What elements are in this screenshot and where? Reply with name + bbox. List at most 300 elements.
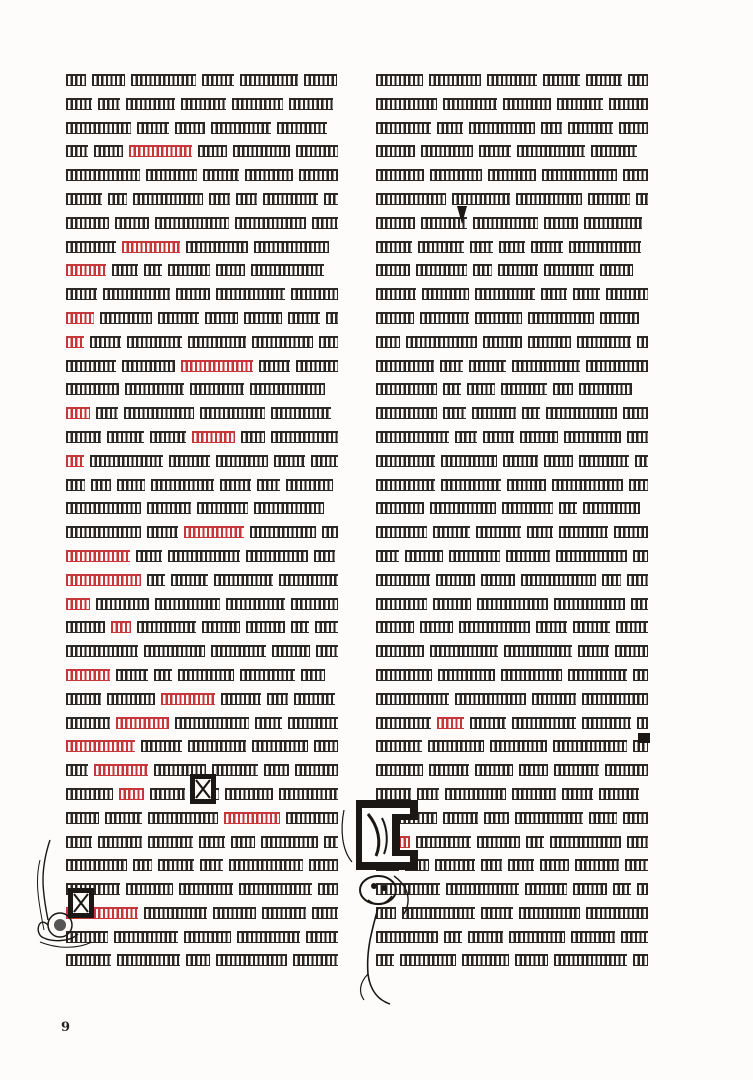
- word: [257, 479, 280, 491]
- word: [586, 907, 648, 919]
- text-line: [66, 66, 338, 90]
- text-line: [66, 280, 338, 304]
- word: [66, 98, 92, 110]
- word: [502, 502, 553, 514]
- word: [90, 455, 163, 467]
- word: [627, 574, 648, 586]
- word: [137, 621, 196, 633]
- rubric-word: [122, 241, 180, 253]
- word: [614, 526, 648, 538]
- text-line: [376, 280, 648, 304]
- word: [376, 455, 435, 467]
- text-line: [376, 613, 648, 637]
- word: [616, 621, 648, 633]
- word: [573, 621, 610, 633]
- word: [94, 145, 123, 157]
- word: [481, 859, 502, 871]
- word: [376, 336, 400, 348]
- word: [203, 169, 239, 181]
- word: [440, 360, 463, 372]
- rubric-word: [184, 526, 244, 538]
- text-line: [376, 375, 648, 399]
- word: [66, 431, 101, 443]
- word: [235, 217, 306, 229]
- text-line: [66, 542, 338, 566]
- word: [312, 217, 338, 229]
- word: [304, 74, 337, 86]
- word: [503, 455, 538, 467]
- word: [133, 859, 152, 871]
- word: [564, 431, 621, 443]
- word: [559, 526, 608, 538]
- text-line: [376, 304, 648, 328]
- word: [569, 241, 641, 253]
- word: [188, 336, 246, 348]
- text-line: [66, 233, 338, 257]
- text-line: [66, 732, 338, 756]
- word: [122, 360, 175, 372]
- word: [131, 74, 196, 86]
- rubric-word: [94, 764, 148, 776]
- word: [376, 645, 424, 657]
- word: [527, 526, 553, 538]
- rubric-word: [66, 574, 141, 586]
- word: [599, 788, 639, 800]
- word: [279, 788, 338, 800]
- word: [126, 98, 175, 110]
- word: [250, 526, 316, 538]
- word: [459, 621, 530, 633]
- word: [178, 669, 234, 681]
- word: [376, 360, 434, 372]
- word: [554, 598, 625, 610]
- word: [146, 169, 197, 181]
- word: [66, 288, 97, 300]
- word: [66, 217, 109, 229]
- word: [168, 550, 240, 562]
- text-line: [66, 399, 338, 423]
- word: [579, 455, 629, 467]
- word: [376, 407, 437, 419]
- word: [154, 669, 172, 681]
- word: [148, 812, 218, 824]
- word: [501, 669, 562, 681]
- word: [628, 74, 648, 86]
- word: [507, 479, 546, 491]
- word: [515, 954, 548, 966]
- text-line: [376, 471, 648, 495]
- word: [615, 645, 648, 657]
- rubric-word: [66, 598, 90, 610]
- word: [512, 788, 556, 800]
- text-line: [66, 185, 338, 209]
- word: [487, 74, 537, 86]
- word: [376, 431, 449, 443]
- word: [553, 383, 573, 395]
- word: [543, 74, 580, 86]
- word: [516, 193, 582, 205]
- word: [213, 907, 256, 919]
- large-ornamented-initial: [338, 790, 430, 1010]
- word: [147, 526, 178, 538]
- word: [314, 740, 338, 752]
- word: [633, 550, 648, 562]
- word: [236, 193, 257, 205]
- word: [376, 217, 415, 229]
- word: [631, 598, 648, 610]
- word: [309, 859, 338, 871]
- word: [144, 645, 205, 657]
- word: [621, 931, 648, 943]
- word: [542, 169, 617, 181]
- word: [528, 312, 594, 324]
- word: [66, 241, 116, 253]
- word: [541, 122, 562, 134]
- word: [629, 479, 648, 491]
- word: [586, 74, 622, 86]
- word: [214, 574, 273, 586]
- word: [531, 241, 563, 253]
- word: [623, 169, 648, 181]
- word: [319, 336, 338, 348]
- rubric-word: [437, 717, 464, 729]
- word: [376, 717, 431, 729]
- word: [155, 598, 220, 610]
- word: [468, 931, 503, 943]
- word: [225, 788, 273, 800]
- word: [528, 336, 571, 348]
- word: [571, 931, 615, 943]
- word: [446, 883, 519, 895]
- word: [211, 122, 271, 134]
- word: [144, 264, 162, 276]
- word: [438, 669, 495, 681]
- text-line: [376, 137, 648, 161]
- text-line: [376, 399, 648, 423]
- word: [239, 883, 312, 895]
- word: [504, 645, 572, 657]
- word: [66, 122, 131, 134]
- word: [600, 312, 639, 324]
- text-line: [66, 161, 338, 185]
- word: [568, 122, 613, 134]
- rubric-word: [66, 264, 106, 276]
- word: [600, 264, 633, 276]
- word: [267, 693, 288, 705]
- word: [107, 693, 155, 705]
- word: [416, 264, 467, 276]
- word: [114, 931, 178, 943]
- word: [252, 740, 308, 752]
- word: [562, 788, 593, 800]
- word: [141, 740, 182, 752]
- word: [254, 241, 329, 253]
- word: [554, 954, 627, 966]
- text-line: [66, 709, 338, 733]
- word: [66, 645, 138, 657]
- word: [469, 122, 535, 134]
- text-line: [66, 566, 338, 590]
- word: [117, 954, 180, 966]
- word: [133, 193, 203, 205]
- word: [376, 502, 424, 514]
- word: [532, 693, 576, 705]
- rubric-word: [66, 550, 130, 562]
- word: [226, 598, 285, 610]
- text-line: [376, 90, 648, 114]
- text-line: [376, 566, 648, 590]
- rubric-word: [66, 407, 90, 419]
- word: [582, 693, 648, 705]
- word: [376, 264, 410, 276]
- word: [169, 455, 210, 467]
- rubric-word: [66, 740, 135, 752]
- rubric-word: [119, 788, 144, 800]
- word: [288, 717, 338, 729]
- word: [579, 383, 632, 395]
- word: [324, 193, 338, 205]
- word: [105, 812, 142, 824]
- word: [544, 264, 594, 276]
- word: [274, 455, 305, 467]
- word: [499, 241, 525, 253]
- word: [291, 288, 338, 300]
- word: [263, 193, 318, 205]
- word: [186, 241, 248, 253]
- word: [322, 526, 338, 538]
- text-line: [66, 304, 338, 328]
- word: [475, 312, 522, 324]
- text-line: [376, 185, 648, 209]
- word: [443, 98, 497, 110]
- text-line: [376, 66, 648, 90]
- word: [606, 288, 648, 300]
- word: [240, 669, 295, 681]
- word: [216, 288, 285, 300]
- word: [627, 836, 648, 848]
- word: [376, 669, 432, 681]
- word: [150, 431, 186, 443]
- word: [291, 598, 338, 610]
- word: [376, 288, 416, 300]
- word: [107, 431, 144, 443]
- word: [484, 812, 509, 824]
- word: [376, 550, 399, 562]
- text-line: [66, 590, 338, 614]
- word: [588, 193, 630, 205]
- word: [637, 717, 648, 729]
- rubric-word: [129, 145, 192, 157]
- word: [557, 98, 603, 110]
- word: [445, 788, 506, 800]
- text-line: [66, 661, 338, 685]
- word: [112, 264, 138, 276]
- word: [544, 217, 578, 229]
- word: [488, 169, 536, 181]
- word: [467, 383, 495, 395]
- word: [591, 145, 637, 157]
- word: [158, 312, 199, 324]
- word: [190, 383, 244, 395]
- word: [526, 836, 544, 848]
- word: [420, 312, 469, 324]
- word: [623, 407, 648, 419]
- rubric-word: [66, 312, 94, 324]
- word: [66, 788, 113, 800]
- word: [271, 431, 338, 443]
- text-line: [376, 161, 648, 185]
- word: [433, 526, 470, 538]
- word: [66, 502, 141, 514]
- word: [479, 145, 511, 157]
- word: [211, 645, 266, 657]
- word: [241, 431, 265, 443]
- word: [246, 550, 308, 562]
- word: [430, 645, 498, 657]
- word: [200, 859, 223, 871]
- word: [627, 431, 648, 443]
- word: [66, 360, 116, 372]
- word: [433, 598, 471, 610]
- word: [288, 312, 320, 324]
- word: [636, 193, 648, 205]
- word: [483, 336, 522, 348]
- word: [220, 479, 251, 491]
- word: [613, 883, 631, 895]
- word: [100, 312, 152, 324]
- word: [66, 764, 88, 776]
- word: [96, 407, 118, 419]
- text-line: [376, 709, 648, 733]
- text-line: [376, 732, 648, 756]
- word: [151, 479, 214, 491]
- text-line: [66, 90, 338, 114]
- text-line: [376, 447, 648, 471]
- text-line: [376, 209, 648, 233]
- text-line: [66, 471, 338, 495]
- word: [66, 169, 140, 181]
- text-line: [376, 494, 648, 518]
- word: [376, 693, 449, 705]
- word: [444, 931, 462, 943]
- word: [92, 74, 125, 86]
- text-line: [376, 423, 648, 447]
- word: [481, 907, 513, 919]
- word: [376, 383, 437, 395]
- word: [255, 717, 282, 729]
- word: [66, 383, 119, 395]
- word: [455, 431, 477, 443]
- word: [525, 883, 567, 895]
- word: [66, 621, 105, 633]
- word: [436, 574, 475, 586]
- word: [582, 717, 631, 729]
- word: [144, 907, 207, 919]
- word: [124, 407, 194, 419]
- word: [376, 621, 414, 633]
- text-line: [376, 756, 648, 780]
- word: [498, 264, 538, 276]
- word: [115, 217, 149, 229]
- word: [455, 693, 526, 705]
- word: [637, 883, 648, 895]
- word: [66, 526, 141, 538]
- word: [264, 764, 289, 776]
- word: [428, 740, 484, 752]
- word: [472, 407, 516, 419]
- word: [517, 145, 585, 157]
- word: [376, 74, 423, 86]
- word: [126, 883, 173, 895]
- word: [503, 98, 551, 110]
- word: [376, 740, 422, 752]
- word: [619, 122, 648, 134]
- word: [245, 169, 293, 181]
- word: [171, 574, 208, 586]
- rubric-word: [66, 669, 110, 681]
- word: [515, 812, 583, 824]
- word: [512, 717, 576, 729]
- word: [573, 288, 600, 300]
- word: [90, 336, 121, 348]
- word: [422, 288, 469, 300]
- word: [376, 479, 435, 491]
- word: [575, 859, 619, 871]
- word: [553, 740, 627, 752]
- word: [66, 717, 110, 729]
- word: [259, 360, 290, 372]
- word: [277, 122, 327, 134]
- word: [435, 859, 475, 871]
- word: [66, 193, 102, 205]
- word: [311, 455, 338, 467]
- word: [175, 717, 249, 729]
- word: [216, 954, 287, 966]
- word: [490, 740, 547, 752]
- word: [198, 145, 227, 157]
- word: [315, 621, 338, 633]
- word: [176, 288, 210, 300]
- text-line: [66, 137, 338, 161]
- text-line: [376, 518, 648, 542]
- word: [155, 217, 229, 229]
- word: [577, 336, 631, 348]
- small-initial-right-column: [455, 204, 469, 226]
- word: [316, 645, 338, 657]
- word: [199, 836, 225, 848]
- text-line: [66, 637, 338, 661]
- word: [202, 74, 234, 86]
- word: [147, 502, 191, 514]
- word: [430, 502, 496, 514]
- word: [306, 931, 338, 943]
- word: [326, 312, 338, 324]
- text-line: [66, 447, 338, 471]
- word: [261, 836, 318, 848]
- word: [437, 122, 463, 134]
- word: [406, 336, 477, 348]
- word: [376, 598, 427, 610]
- decorated-initial-left: [30, 830, 110, 970]
- text-line: [376, 590, 648, 614]
- word: [312, 907, 338, 919]
- word: [233, 145, 290, 157]
- word: [376, 193, 446, 205]
- word: [184, 931, 231, 943]
- text-line: [66, 256, 338, 280]
- word: [299, 169, 338, 181]
- word: [522, 407, 540, 419]
